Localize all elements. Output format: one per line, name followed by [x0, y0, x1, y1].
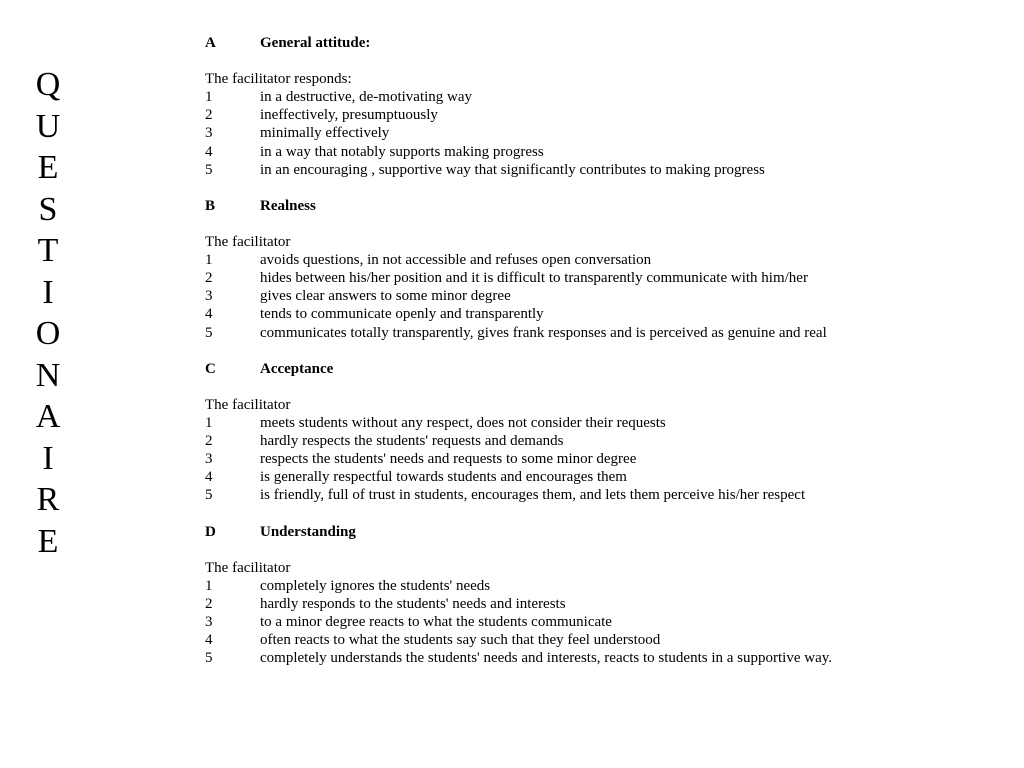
item-text: ineffectively, presumptuously [260, 107, 438, 124]
list-item [205, 486, 855, 504]
item-text: tends to communicate openly and transparently [260, 306, 544, 323]
spacer [205, 378, 855, 396]
item-number: 1 [205, 414, 213, 431]
section-realness [205, 197, 855, 342]
list-item [205, 577, 855, 595]
questionnaire-content [205, 34, 855, 667]
item-number: 4 [205, 306, 213, 323]
item-text: communicates totally transparently, gives frank responses and is perceived as genuine and real [260, 324, 827, 341]
side-title-vertical [30, 64, 66, 562]
side-title-letter: E [37, 522, 59, 560]
section-heading [205, 523, 855, 541]
list-item [205, 468, 855, 486]
section-code: C [205, 360, 216, 377]
item-text: minimally effectively [260, 125, 390, 142]
side-title-letter: I [42, 273, 54, 311]
item-text: is generally respectful towards students and encourages them [260, 469, 627, 486]
item-text: completely understands the students' needs and interests, reacts to students in a supportive way. [260, 650, 833, 667]
list-item [205, 649, 855, 667]
item-text: respects the students' needs and requests to some minor degree [260, 451, 637, 468]
list-item [205, 106, 855, 124]
list-item [205, 432, 855, 450]
item-number: 4 [205, 143, 213, 160]
spacer [205, 504, 855, 522]
section-code: D [205, 523, 216, 540]
item-number: 2 [205, 270, 213, 287]
section-title: Realness [260, 197, 316, 214]
section-intro: The facilitator responds: [205, 71, 352, 88]
section-intro: The facilitator [205, 396, 291, 413]
side-title-letter: S [38, 190, 58, 228]
side-title-letter: N [35, 356, 61, 394]
section-heading [205, 34, 855, 52]
item-text: in a destructive, de-motivating way [260, 89, 473, 106]
item-number: 3 [205, 614, 213, 630]
item-text: is friendly, full of trust in students, encourages them, and lets them perceive his/her respect [260, 487, 806, 504]
item-text: hardly responds to the students' needs and interests [260, 595, 566, 612]
item-number: 5 [205, 650, 213, 667]
side-title-letter: R [36, 481, 60, 518]
section-intro: The facilitator [205, 559, 291, 576]
item-number: 5 [205, 487, 213, 504]
list-item [205, 161, 855, 179]
section-heading [205, 360, 855, 378]
list-item [205, 269, 855, 287]
list-item [205, 631, 855, 649]
section-title: Acceptance [260, 360, 334, 377]
list-item [205, 251, 855, 269]
item-text: often reacts to what the students say such that they feel understood [260, 632, 661, 649]
spacer [205, 52, 855, 70]
side-title-letter: A [35, 398, 61, 435]
spacer [205, 215, 855, 233]
item-number: 2 [205, 595, 213, 612]
item-text: avoids questions, in not accessible and refuses open conversation [260, 252, 652, 269]
item-number: 2 [205, 433, 213, 450]
item-number: 4 [205, 469, 213, 486]
item-number: 1 [205, 577, 213, 594]
section-understanding [205, 523, 855, 668]
item-text: gives clear answers to some minor degree [260, 288, 511, 305]
list-item [205, 613, 855, 631]
list-item [205, 324, 855, 342]
side-title-letter: T [37, 232, 59, 269]
list-item [205, 305, 855, 323]
list-item [205, 124, 855, 142]
item-number: 4 [205, 632, 213, 649]
item-number: 5 [205, 324, 213, 341]
list-item [205, 414, 855, 432]
side-title-letter: Q [35, 66, 61, 103]
section-general-attitude [205, 34, 855, 179]
list-item [205, 595, 855, 613]
item-text: meets students without any respect, does not consider their requests [260, 414, 666, 431]
side-title-letter: I [42, 439, 54, 477]
item-number: 1 [205, 89, 213, 106]
section-title: General attitude: [260, 35, 371, 51]
section-intro: The facilitator [205, 234, 291, 251]
spacer [205, 179, 855, 197]
side-title-letter: E [37, 149, 59, 186]
item-number: 3 [205, 288, 213, 305]
list-item [205, 287, 855, 305]
item-number: 5 [205, 161, 213, 178]
list-item [205, 88, 855, 106]
item-text: to a minor degree reacts to what the students communicate [260, 614, 612, 630]
section-code: B [205, 197, 216, 214]
spacer [205, 541, 855, 559]
item-text: hides between his/her position and it is difficult to transparently communicate with him/her [260, 270, 808, 287]
item-text: in a way that notably supports making progress [260, 143, 544, 160]
item-number: 2 [205, 107, 213, 124]
section-code: A [205, 35, 216, 51]
item-text: in an encouraging , supportive way that significantly contributes to making progress [260, 161, 765, 178]
item-text: hardly respects the students' requests and demands [260, 433, 564, 450]
item-number: 1 [205, 252, 213, 269]
item-number: 3 [205, 125, 213, 142]
side-title-letter: U [35, 107, 61, 145]
item-number: 3 [205, 451, 213, 468]
section-heading [205, 197, 855, 215]
spacer [205, 342, 855, 360]
item-text: completely ignores the students' needs [260, 577, 491, 594]
section-acceptance [205, 360, 855, 505]
section-title: Understanding [260, 523, 356, 540]
list-item [205, 450, 855, 468]
side-title-letter: O [35, 315, 61, 352]
list-item [205, 143, 855, 161]
